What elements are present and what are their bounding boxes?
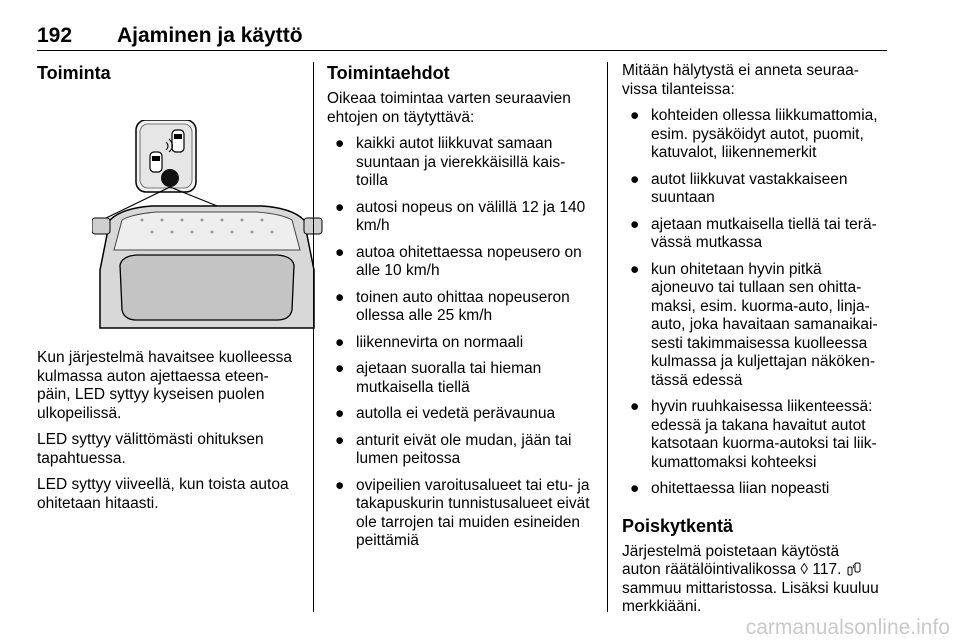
list-item: ● ohitettaessa liian nopeasti: [630, 480, 830, 497]
bullet: ●: [335, 360, 345, 377]
section-heading-toiminta: Toiminta: [37, 63, 111, 83]
list-item: ● ajetaan mutkaisella tiellä tai terä- vässä mutkassa: [630, 215, 877, 251]
column-2: [327, 62, 594, 559]
section-heading-toimintaehdot: Toimintaehdot: [327, 63, 450, 83]
column-1: [37, 62, 299, 521]
bullet: ●: [630, 480, 640, 497]
column-divider: [313, 62, 314, 612]
chapter-title: Ajaminen ja käyttö: [117, 24, 303, 47]
blind-spot-mirror-illustration: [92, 120, 324, 332]
bullet: ●: [630, 398, 640, 415]
list-item: ● autot liikkuvat vastakkaiseen suuntaan: [630, 170, 848, 206]
paragraph: Kun järjestelmä havaitsee kuolleessa kulmassa auton ajettaessa eteen- päin, LED syttyy kyseisen puolen ulkopeilissä.: [37, 349, 293, 422]
bullet: ●: [335, 476, 345, 494]
list-item: ● toinen auto ohittaa nopeuseron ollessa alle 25 km/h: [335, 288, 570, 324]
bullet: ●: [630, 215, 640, 233]
intro-paragraph: Mitään hälytystä ei anneta seuraa- vissa tilanteissa:: [622, 62, 859, 98]
paragraph: Järjestelmä poistetaan käytöstä auton räätälöintivalikossa ◊ 117. sammuu mittaristossa. Lisäksi kuuluu merkkiääni.: [622, 542, 879, 615]
bullet: ●: [335, 405, 345, 422]
list-item: ● autosi nopeus on välillä 12 ja 140 km/h: [335, 198, 586, 234]
bullet: ●: [335, 135, 345, 152]
list-item: ● anturit eivät ole mudan, jään tai lumen peitossa: [335, 431, 572, 467]
bullet: ●: [630, 260, 640, 278]
list-item: ● liikennevirta on normaali: [335, 333, 524, 351]
list-item: ● kaikki autot liikkuvat samaan suuntaan ja vierekkäisillä kais- toilla: [335, 135, 566, 189]
list-item: ● kohteiden ollessa liikkumattomia, esim. pysäköidyt autot, puomit, katuvalot, liikennemerkit: [630, 107, 878, 161]
list-item: ● ajetaan suoralla tai hieman mutkaisella tiellä: [335, 360, 542, 396]
paragraph: LED syttyy viiveellä, kun toista autoa ohitetaan hitaasti.: [37, 476, 289, 512]
bullet: ●: [335, 431, 345, 449]
no-alert-list: [622, 107, 888, 499]
conditions-list: [327, 135, 594, 551]
page-header: [37, 22, 887, 51]
bullet: ●: [335, 243, 345, 261]
bullet: ●: [335, 288, 345, 306]
list-item: ● autoa ohitettaessa nopeusero on alle 10 km/h: [335, 243, 582, 279]
bullet: ●: [335, 198, 345, 216]
column-divider: [607, 62, 608, 612]
bullet: ●: [630, 170, 640, 188]
column-3: [622, 62, 888, 625]
intro-paragraph: Oikeaa toimintaa varten seuraavien ehtojen on täytyttävä:: [327, 90, 571, 126]
cross-reference-page[interactable]: 117.: [812, 561, 842, 578]
list-item: ● kun ohitetaan hyvin pitkä ajoneuvo tai tullaan sen ohitta- maksi, esim. kuorma-auto, linja- auto, joka havaitaan samanaikai- sesti takimmaisessa kuolleessa kulmassa ja kuljettajan näköken- tässä edessä: [630, 260, 878, 389]
list-item: ● ovipeilien varoitusalueet tai etu- ja takapuskurin tunnistusalueet eivät ole tarrojen tai muiden esineiden peittämiä: [335, 476, 590, 549]
section-heading-poiskytkenta: Poiskytkentä: [622, 515, 734, 536]
bullet: ●: [335, 333, 345, 351]
blind-spot-warning-icon: [846, 562, 862, 576]
bullet: ●: [630, 107, 640, 124]
watermark: carmanualsonline.info: [745, 616, 950, 639]
cross-reference-icon: ◊: [800, 561, 809, 578]
list-item: ● autolla ei vedetä perävaunua: [335, 405, 556, 422]
list-item: ● hyvin ruuhkaisessa liikenteessä: edessä ja takana havaitut autot katsotaan kuorma-autoksi tai liik- kumattomaksi kohteeksi: [630, 398, 877, 471]
page-number: 192: [37, 24, 73, 47]
paragraph: LED syttyy välittömästi ohituksen tapahtuessa.: [37, 431, 264, 467]
